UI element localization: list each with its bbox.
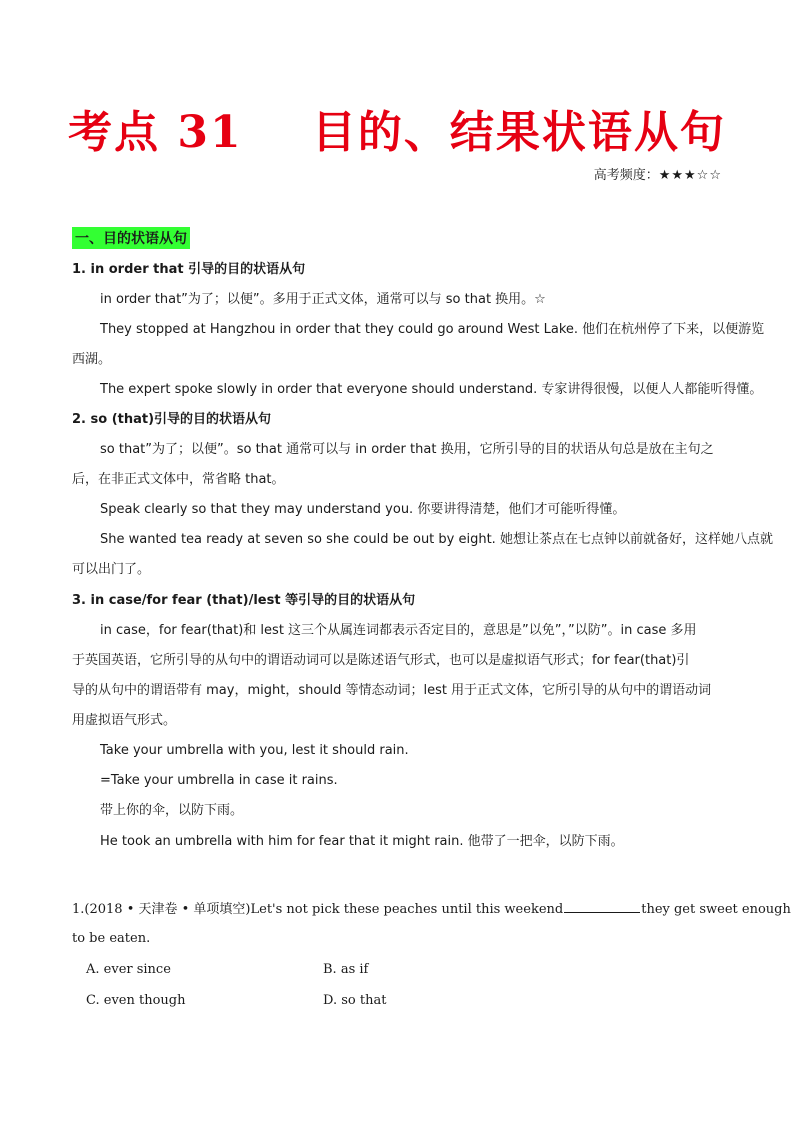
option-b: B. as if [323, 962, 369, 977]
answer-blank [564, 900, 640, 913]
example-line: 带上你的伞，以防下雨。 [100, 803, 244, 818]
question-stem-continued: to be eaten. [72, 931, 151, 946]
example-line: =Take your umbrella in case it rains. [100, 773, 338, 788]
question-stem-start: 1.(2018 • 天津卷 • 单项填空)Let's not pick these peaches until this weekend [72, 902, 564, 917]
question-stem-end: they get sweet enough [641, 902, 791, 917]
frequency-rating [594, 164, 722, 183]
paragraph-line: Speak clearly so that they may understand you. 你要讲得清楚，他们才可能听得懂。 [100, 502, 626, 517]
option-d: D. so that [323, 993, 387, 1008]
example-line: He took an umbrella with him for fear that it might rain. 他带了一把伞，以防下雨。 [100, 834, 624, 849]
section-heading: 一、目的状语从句 [72, 227, 190, 249]
subsection-heading: 1. in order that 引导的目的状语从句 [72, 262, 306, 277]
subsection-heading: 3. in case/for fear (that)/lest 等引导的目的状语从句 [72, 593, 416, 608]
subsection-heading: 2. so (that)引导的目的状语从句 [72, 412, 272, 427]
question-stem [72, 900, 791, 918]
paragraph-line: The expert spoke slowly in order that everyone should understand. 专家讲得很慢，以便人人都能听得懂。 [100, 382, 763, 397]
paragraph-line: She wanted tea ready at seven so she could be out by eight. 她想让茶点在七点钟以前就备好，这样她八点就 [100, 532, 773, 547]
paragraph-line: so that”为了；以便”。so that 通常可以与 in order that 换用，它所引导的目的状语从句总是放在主句之 [100, 442, 714, 457]
frequency-stars: ★★★☆☆ [658, 168, 722, 183]
paragraph-line: 导的从句中的谓语带有 may，might，should 等情态动词；lest 用于正式文体，它所引导的从句中的谓语动词 [72, 683, 712, 698]
paragraph-line: 后，在非正式文体中，常省略 that。 [72, 472, 285, 487]
option-c: C. even though [86, 993, 186, 1008]
page-title: 考点 31 目的、结果状语从句 [68, 107, 726, 158]
paragraph-line: in order that”为了；以便”。多用于正式文体，通常可以与 so that 换用。☆ [100, 292, 546, 307]
paragraph-line: 用虚拟语气形式。 [72, 713, 177, 728]
option-a: A. ever since [86, 962, 171, 977]
paragraph-line: They stopped at Hangzhou in order that they could go around West Lake. 他们在杭州停了下来，以便游览 [100, 322, 765, 337]
paragraph-line: in case，for fear(that)和 lest 这三个从属连词都表示否定目的，意思是”以免”，”以防”。in case 多用 [100, 623, 697, 638]
example-line: Take your umbrella with you, lest it should rain. [100, 743, 409, 758]
paragraph-line: 西湖。 [72, 352, 112, 367]
paragraph-line: 于英国英语，它所引导的从句中的谓语动词可以是陈述语气形式，也可以是虚拟语气形式；for fear(that)引 [72, 653, 690, 668]
paragraph-line: 可以出门了。 [72, 562, 151, 577]
frequency-label: 高考频度： [593, 168, 659, 183]
